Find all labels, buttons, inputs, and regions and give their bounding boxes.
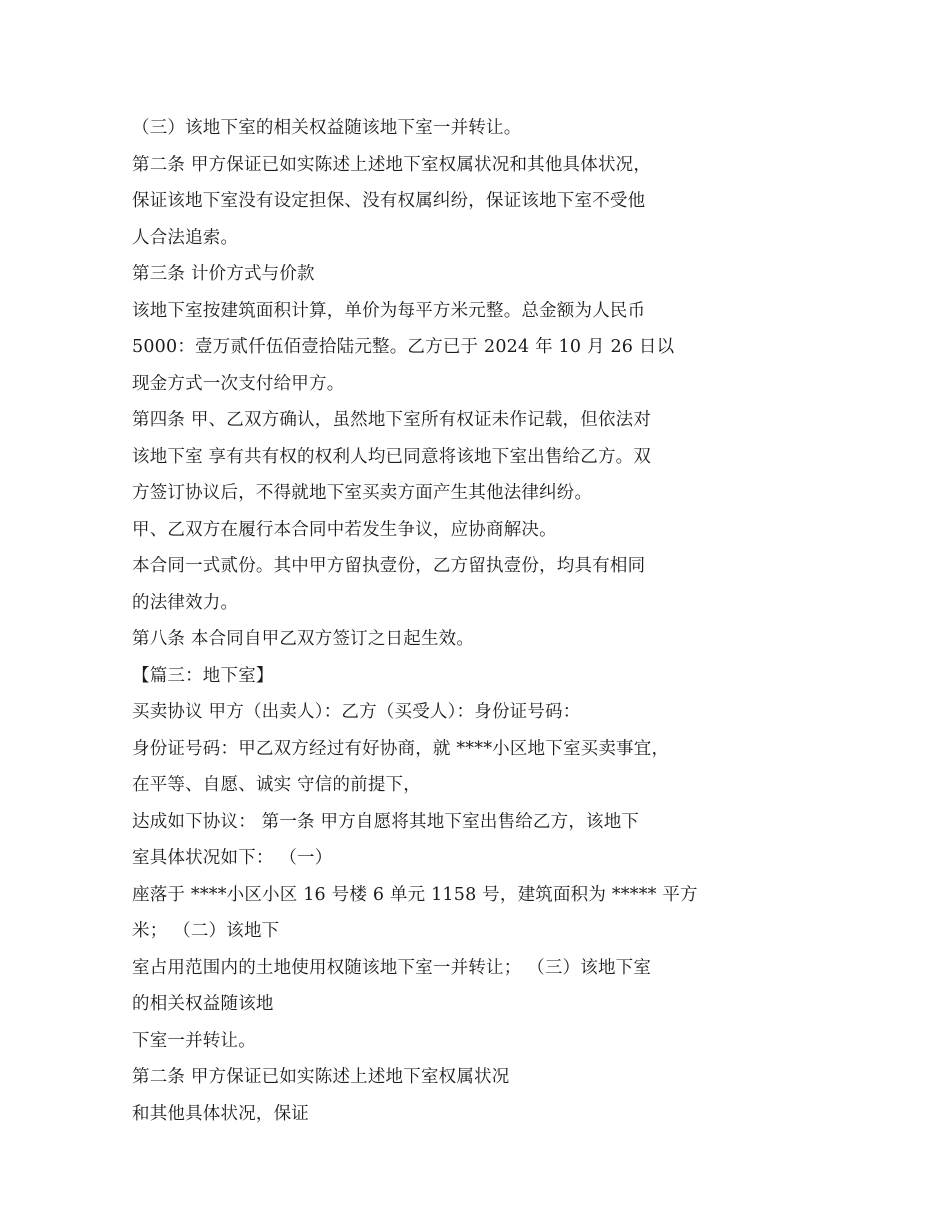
text-line: 达成如下协议： 第一条 甲方自愿将其地下室出售给乙方，该地下 xyxy=(132,811,640,832)
text-line: 室占用范围内的土地使用权随该地下室一并转让； （三）该地下室 xyxy=(132,957,652,978)
text-line: 现金方式一次支付给甲方。 xyxy=(132,373,345,394)
text-line: （三）该地下室的相关权益随该地下室一并转让。 xyxy=(132,118,522,138)
text-line: 室具体状况如下： （一） xyxy=(132,848,333,868)
section-title: 【篇三：地下室】 xyxy=(132,665,274,686)
document-body xyxy=(132,110,698,1132)
text-line: 和其他具体状况，保证 xyxy=(132,1103,309,1124)
section-heading: 第三条 计价方式与价款 xyxy=(132,264,315,284)
text-line: 买卖协议 甲方（出卖人）：乙方（买受人）：身份证号码： xyxy=(132,702,581,722)
text-line: 保证该地下室没有设定担保、没有权属纠纷，保证该地下室不受他 xyxy=(132,191,646,211)
text-line: 座落于 ****小区小区 16 号楼 6 单元 1158 号，建筑面积为 ***** 平方 xyxy=(132,884,698,905)
text-line: 甲、乙双方在履行本合同中若发生争议，应协商解决。 xyxy=(132,519,557,540)
text-line: 在平等、自愿、诚实 守信的前提下， xyxy=(132,775,421,795)
text-line: 的相关权益随该地 xyxy=(132,994,274,1014)
text-line: 第四条 甲、乙双方确认，虽然地下室所有权证未作记载，但依法对 xyxy=(132,410,652,430)
text-line: 第二条 甲方保证已如实陈述上述地下室权属状况和其他具体状况， xyxy=(132,154,652,175)
text-line: 第八条 本合同自甲乙双方签订之日起生效。 xyxy=(132,629,475,649)
text-line: 本合同一式贰份。其中甲方留执壹份，乙方留执壹份，均具有相同 xyxy=(132,556,646,576)
text-line: 该地下室按建筑面积计算，单价为每平方米元整。总金额为人民币 xyxy=(132,300,646,321)
text-line: 5000：壹万贰仟伍佰壹拾陆元整。乙方已于 2024 年 10 月 26 日以 xyxy=(132,337,675,357)
text-line: 该地下室 享有共有权的权利人均已同意将该地下室出售给乙方。双 xyxy=(132,446,652,467)
text-line: 的法律效力。 xyxy=(132,592,239,613)
text-line: 下室一并转让。 xyxy=(132,1030,256,1051)
text-line: 第二条 甲方保证已如实陈述上述地下室权属状况 xyxy=(132,1067,510,1087)
text-line: 身份证号码：甲乙双方经过有好协商，就 ****小区地下室买卖事宜， xyxy=(132,738,670,759)
text-line: 米； （二）该地下 xyxy=(132,921,280,941)
text-line: 方签订协议后，不得就地下室买卖方面产生其他法律纠纷。 xyxy=(132,483,593,503)
text-line: 人合法追索。 xyxy=(132,227,239,248)
